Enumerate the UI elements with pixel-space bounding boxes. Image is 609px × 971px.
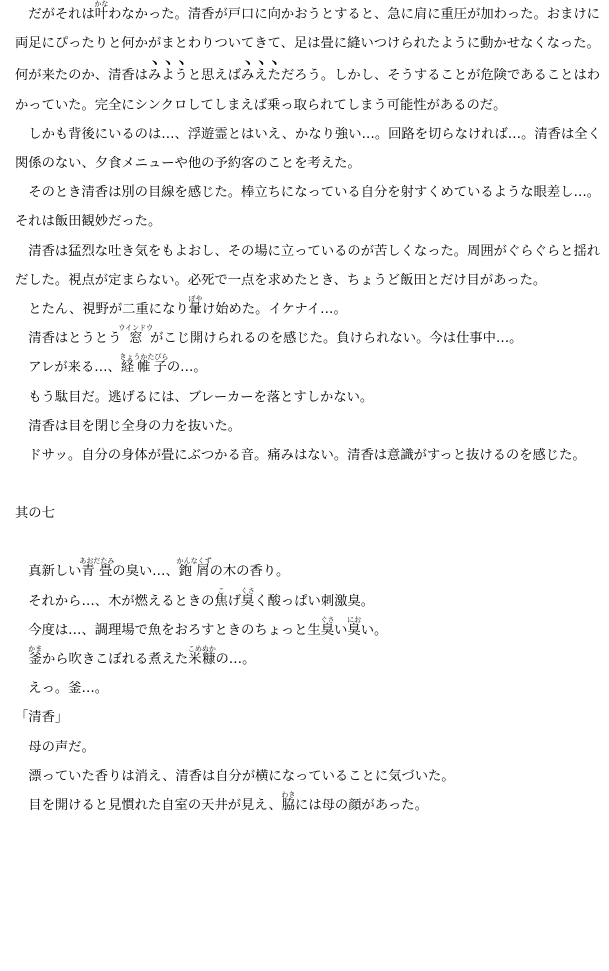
text-run: だろう。しかし、そうすることが危険であることはわかっていた。完全にシンクロしてしまえば乗っ取られてしまう可能性があるのだ。 [15, 68, 601, 113]
text-run: と思えば [187, 68, 242, 84]
paragraph-8: もう駄目だ。逃げるには、ブレーカーを落とすしかない。 [28, 389, 374, 405]
text-run: がこじ開けられるのを感じた。負けられない。今は仕事中…。 [150, 331, 523, 347]
paragraph-5 [15, 295, 605, 324]
ruby-base: 青畳 [79, 564, 115, 580]
ruby-nio [347, 615, 362, 638]
ruby-reading: かんなくず [176, 557, 212, 566]
paragraph-15: えっ。釜…。 [28, 681, 109, 697]
text-run: わなかった。清香が戸口に向かおうとすると、急に肩に重圧が加わった。おまけに両足にぴったりと何かがまとわりついてきて、足は畳に縫いつけられたように動かせなくなった。何が来たのか、清香は [15, 7, 600, 84]
text-run: の…。 [215, 652, 256, 668]
ruby-aodatami [79, 557, 115, 580]
ruby-kannakuzu [176, 557, 212, 580]
text-run: い [334, 622, 348, 638]
text-run: から吹きこぼれる煮えた [41, 652, 189, 668]
ruby-reading: きょうかたびら [119, 353, 169, 362]
ruby-base: 叶 [94, 7, 109, 22]
ruby-kana [94, 0, 109, 22]
ruby-reading: こ [214, 586, 228, 595]
emphasis-text: みよう [147, 68, 188, 84]
dialogue-line: 「清香」 [15, 710, 69, 726]
document-body [15, 0, 605, 820]
text-run: 今度は…、調理場で魚をおろすときのちょっと生 [28, 622, 321, 638]
ruby-base: 脇 [281, 798, 296, 814]
paragraph-19 [15, 791, 605, 820]
ruby-base: 鉋屑 [176, 564, 212, 580]
paragraph-4: 清香は猛烈な吐き気をもよおし、その場に立っているのが苦しくなった。周囲がぐらぐらと揺れだした。視点が定まらない。必死で一点を求めたとき、ちょうど飯田とだけ目があった。 [15, 243, 601, 288]
paragraph-7 [15, 353, 605, 382]
ruby-reading: わき [281, 791, 296, 800]
text-run: く酸っぱい刺激臭。 [254, 593, 375, 609]
ruby-reading: にお [347, 615, 362, 624]
ruby-base: 臭 [320, 622, 335, 638]
text-run: い。 [360, 622, 388, 638]
ruby-boya [188, 295, 203, 318]
text-run: 真新しい [28, 564, 82, 580]
text-run: とたん、視野が二重になり [28, 302, 189, 318]
paragraph-18: 漂っていた香りは消え、清香は自分が横になっていることに気づいた。 [28, 768, 455, 784]
ruby-reading: こめぬか [187, 645, 216, 654]
ruby-komenuka [187, 645, 216, 668]
paragraph-2: しかも背後にいるのは…、浮遊霊とはいえ、かなり強い…。回路を切らなければ…。清香は全く関係のない、夕食メニューや他の予約客のことを考えた。 [15, 126, 601, 172]
ruby-base: 臭 [347, 622, 362, 638]
ruby-kama [28, 645, 43, 668]
ruby-reading: くさ [240, 586, 255, 595]
section-gap [15, 528, 605, 557]
text-run: だがそれは [28, 7, 95, 22]
ruby-base: 臭 [240, 593, 255, 609]
text-run: それから…、木が燃えるときの [28, 593, 215, 609]
ruby-base: 釜 [28, 652, 43, 668]
paragraph-13 [15, 616, 605, 645]
paragraph-3: そのとき清香は別の目線を感じた。棒立ちになっている自分を射すくめているような眼差し…。それは飯田観妙だった。 [15, 185, 601, 230]
text-run: 目を開けると見慣れた自室の天井が見え、 [28, 798, 282, 814]
ruby-reading: あおだたみ [79, 557, 115, 566]
ruby-reading: ぼや [188, 295, 203, 304]
text-run: には母の顔があった。 [295, 798, 428, 814]
text-run: の木の香り。 [209, 564, 290, 580]
paragraph-1 [15, 0, 605, 120]
ruby-base: 経帷子 [119, 360, 169, 376]
text-run: アレが来る…、 [28, 360, 121, 376]
ruby-reading: かな [94, 0, 109, 8]
paragraph-6 [15, 324, 605, 353]
text-run: げ [227, 593, 242, 609]
emphasis-text: みえた [241, 68, 281, 84]
ruby-gusa [320, 615, 335, 638]
ruby-waki [281, 791, 296, 814]
text-run: 清香はとうとう [28, 331, 122, 347]
text-run: の…。 [166, 360, 207, 376]
ruby-ko [214, 586, 228, 609]
ruby-reading: かま [28, 645, 43, 654]
section-gap [15, 470, 605, 499]
text-run: の臭い…、 [112, 564, 179, 580]
chapter-heading: 其の七 [15, 506, 55, 522]
ruby-reading: ぐさ [320, 615, 335, 624]
ruby-window [118, 324, 154, 347]
ruby-base: 焦 [214, 593, 228, 609]
ruby-base: 窓 [118, 331, 154, 347]
ruby-base: 米糠 [187, 652, 216, 668]
ruby-base: 暈 [188, 302, 203, 318]
paragraph-11 [15, 557, 605, 586]
paragraph-10: ドサッ。自分の身体が畳にぶつかる音。痛みはない。清香は意識がすっと抜けるのを感じた。 [28, 448, 586, 464]
ruby-kyokatabira [119, 353, 169, 376]
paragraph-14 [15, 645, 605, 674]
text-run: け始めた。イケナイ…。 [201, 302, 347, 318]
paragraph-9: 清香は目を閉じ全身の力を抜いた。 [28, 418, 242, 434]
paragraph-12 [15, 587, 605, 616]
ruby-reading: ウインドウ [118, 324, 154, 333]
paragraph-17: 母の声だ。 [28, 739, 95, 755]
ruby-kusa [240, 586, 255, 609]
